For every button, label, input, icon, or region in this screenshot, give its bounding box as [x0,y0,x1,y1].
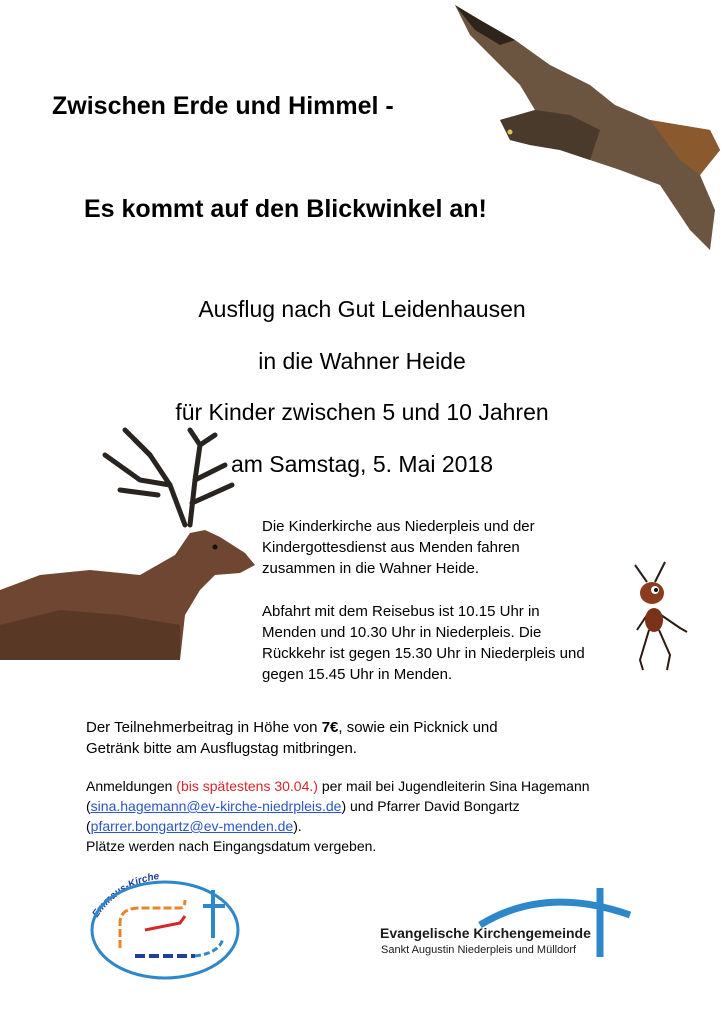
title-line-1: Zwischen Erde und Himmel - [52,92,394,120]
church-logo-line-1: Evangelische Kirchengemeinde [380,925,591,941]
registration-prefix: Anmeldungen [86,778,177,794]
ant-image [625,560,695,680]
excursion-line-1: Ausflug nach Gut Leidenhausen [198,296,526,322]
info-paragraph-1 [262,516,535,579]
registration-line-3 [86,816,590,836]
emmaus-kirche-logo [85,868,245,988]
fee-suffix: , sowie ein Picknick und [338,719,498,736]
info-paragraph-1-line: Die Kinderkirche aus Niederpleis und der [262,518,535,535]
registration-line-2 [86,796,590,816]
email-link-hagemann[interactable]: sina.hagemann@ev-kirche-niedrpleis.de [90,798,342,814]
paren-close-2: ). [293,818,302,834]
fee-line-1 [86,717,498,738]
registration-line-1 [86,776,590,796]
info-paragraph-1-line: zusammen in die Wahner Heide. [262,560,480,577]
paren-open-2: ( [86,818,91,834]
registration-deadline: (bis spätestens 30.04.) [176,778,318,794]
info-paragraph-2-line: Rückkehr ist gegen 15.30 Uhr in Niederpleis und [262,645,585,662]
registration-paragraph [86,776,590,856]
title-line-2: Es kommt auf den Blickwinkel an! [84,195,487,223]
excursion-line-2: in die Wahner Heide [258,348,466,374]
registration-note: Plätze werden nach Eingangsdatum vergeben. [86,838,377,854]
info-paragraph-2-line: Menden und 10.30 Uhr in Niederpleis. Die [262,624,542,641]
emmaus-logo-text-path: Emmaus-Kirche [90,870,161,920]
excursion-line-4: am Samstag, 5. Mai 2018 [230,451,494,477]
info-paragraph-2-line: Abfahrt mit dem Reisebus ist 10.15 Uhr in [262,603,540,620]
fee-prefix: Der Teilnehmerbeitrag in Höhe von [86,719,322,736]
church-logo-line-2: Sankt Augustin Niederpleis und Mülldorf [381,944,577,956]
registration-suffix: per mail bei Jugendleiterin Sina Hagemann [317,778,590,794]
excursion-line-3: für Kinder zwischen 5 und 10 Jahren [175,399,549,425]
fee-paragraph [86,717,498,759]
paren-open: ( [86,798,91,814]
info-paragraph-1-line: Kindergottesdienst aus Menden fahren [262,539,520,556]
info-paragraph-2 [262,601,585,685]
fee-line-2: Getränk bitte am Ausflugstag mitbringen. [86,740,357,757]
info-paragraph-2-line: gegen 15.45 Uhr in Menden. [262,666,453,683]
registration-mid: ) und Pfarrer David Bongartz [341,798,520,814]
email-link-bongartz[interactable]: pfarrer.bongartz@ev-menden.de [90,818,294,834]
fee-amount: 7€ [321,719,339,736]
